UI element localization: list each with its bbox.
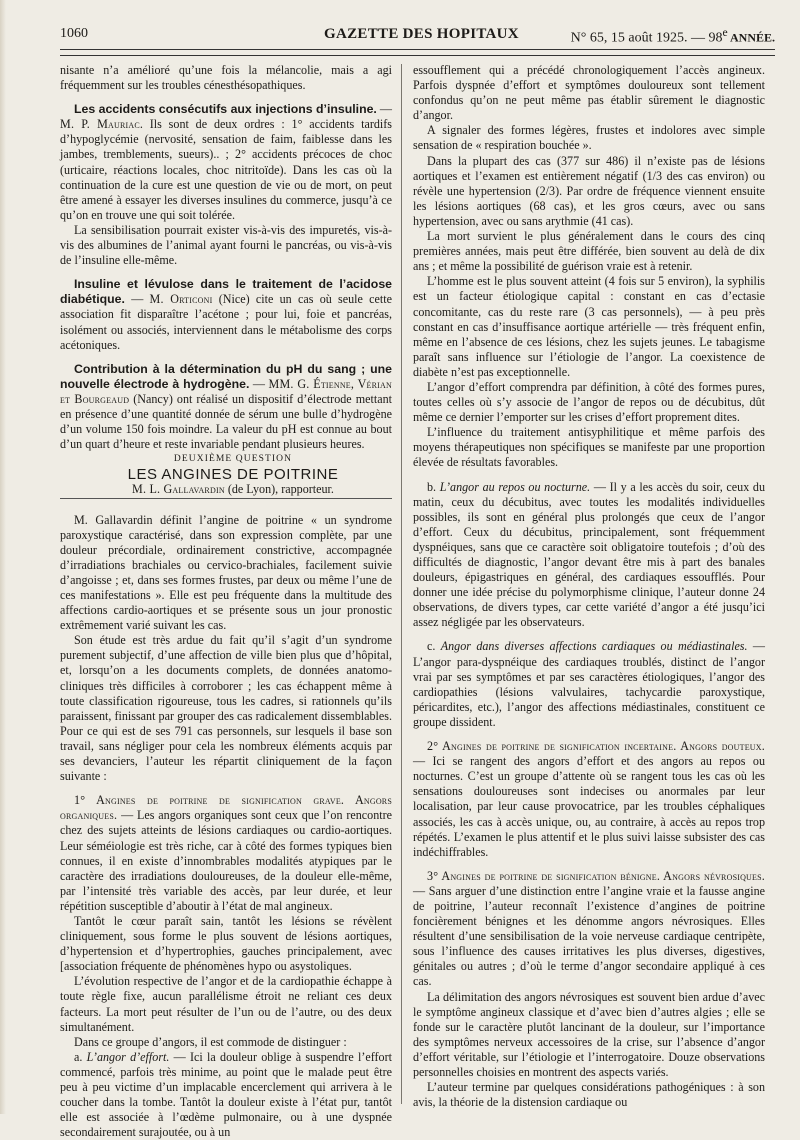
- text-angor-effort: — Ici la douleur oblige à suspendre l’effort commencé, parfois très minime, au point que le malade peut être peu à peu victime d’un implacable encerclement qui arrivera à le coucher dans la tombe. Tantôt la douleur existe à l’état pur, tantôt elle est associée à l’œdème pulmonaire, ou à une dyspnée secondairement surajoutée, ou à un: [60, 1049, 392, 1140]
- paragraph-delimitation: La délimitation des angors névrosiques est souvent bien ardue d’avec le symptôme angineux classique et d’avec bien d’autres algies ; elle se fonde sur le caractère plutôt lancinant de la douleur, sur l’importance des symptômes nerveux accessoires de la crise, sur l’absence d’angor d’effort véritable, sur l’étiologie et l’interrogatoire. Douze observations personnelles choisies en montrent des aspects variés.: [413, 989, 765, 1079]
- running-head: [60, 26, 775, 48]
- heading-incertaine: 2° Angines de poitrine de signification incertaine. Angors douteux.: [427, 739, 765, 754]
- paragraph-angor-effort-def: L’angor d’effort comprendra par définition, à côté des formes pures, toutes celles où s’y associe de l’angor de repos ou de décubitus, dût même ce dernier l’emporter sur les crises d’effort proprement dites.: [413, 379, 765, 425]
- author-mauriac: M. P. Mauriac: [60, 117, 140, 132]
- paragraph-plupart: Dans la plupart des cas (377 sur 486) il n’existe pas de lésions aortiques et l’examen est entièrement négatif (1/3 des cas environ) ou révèle une hypertension (2/3). Par ordre de fréquence viennent ensuite les lésions aortiques (68 cas), et les gros cœurs, avec ou sans hypertension, avec ou sans arythmie (41 cas).: [413, 153, 765, 228]
- text-grave: Les angors organiques sont ceux que l’on rencontre chez des sujets atteints de lésions cardiaques ou cardio-aortiques. Leur séméiologie est très riche, car à côté des formes typiques bien connues, il en existe d’innombrables modalités atypiques par le caractère des irradiations douloureuses, de la douleur elle-même, par l’intensité très variable des accès, par leur durée, et leur répétition susceptible d’aboutir à l’état de mal angineux.: [60, 808, 392, 913]
- text-incertaine: — Ici se rangent des angors d’effort et des angors au repos ou nocturnes. C’est un groupe d’attente où se rangent tous les cas où les sensations douloureuses sont indecises ou anormales par leur localisation, par leur cause provocatrice, par les troubles céphaliques associés, les cas à accès unique, ou, au contraire, à accès au repos trop répétés. L’examen le plus attentif et le plus suivi laisse subsister des cas indéchiffrables.: [413, 754, 765, 859]
- journal-title: GAZETTE DES HOPITAUX: [324, 26, 519, 42]
- paragraph-termine: L’auteur termine par quelques considérations pathogéniques : à son avis, la théorie de la distension cardiaque ou: [413, 1080, 765, 1110]
- right-column: [413, 63, 765, 1110]
- issue-sup: e: [722, 26, 728, 39]
- heading-benigne: 3° Angines de poitrine de signification bénigne. Angors névrosiques.: [427, 868, 765, 883]
- section-title: LES ANGINES DE POITRINE: [127, 466, 339, 484]
- authors-etienne: MM. G. Étienne, Vérian et Bourgeaud: [60, 376, 392, 406]
- text-angor-repos: — Il y a les accès du soir, ceux du matin, ceux du décubitus, avec toutes les modalités individuelles possibles, ils sont en général plus prolongés que ceux de l’angor d’effort. Ceux du décubitus, principalement, sont fréquemment dyspnéiques, sans que ce caractère soit obligatoire toutefois ; d’où des difficultés de diagnostic, l’angor devant être mis à part des banales douleurs, épigastriques en général, des cardiaques essoufflés. Pour donner une idée précise du polymorphisme clinique, l’auteur donne 24 observations, de divers types, car cette variété d’angor a été jusqu’ici assez négligée par les observateurs.: [413, 479, 765, 630]
- paragraph-etude: Son étude est très ardue du fait qu’il s’agit d’un syndrome purement subjectif, d’une affection de ville bien plus que d’hôpital, et, lorsqu’on a les documents complets, de données anatomo-cliniques très difficiles à corroborer ; les cas échappent même à toute classification rigoureuse, tous les cadres, si rationnels qu’ils paraissent, finissant par grouper des cas radicalement dissemblables. Pour ce qui est de ses 791 cas personnels, sur lesquels il base son travail, sans négliger pour cela les nombreux éléments acquis par ses devanciers, l’auteur les répartit cliniquement de la façon suivante :: [60, 633, 392, 784]
- label-a: a.: [74, 1049, 87, 1064]
- rapporteur-rest: (de Lyon), rapporteur.: [224, 482, 334, 497]
- scan-edge-shadow: [0, 0, 6, 1114]
- paragraph-angors-douteux: [413, 739, 765, 860]
- paragraph-gallavardin: M. Gallavardin définit l’angine de poitrine « un syndrome paroxystique caractérisé, dans son expression complète, par une douleur précordiale, ordinairement constrictive, accompagnée d’irradiations brachiales ou cervico-brachiales, facilement suivie d’angoisse ; et, dans ses formes frustes, par deux ou même l’une de ces manifestations ». Elle est peu fréquente dans la multitude des affections cardio-aortiques et se présente sous un jour pronostic extrêmement varié suivant les cas.: [60, 512, 392, 633]
- text-accidents: . Ils sont de deux ordres : 1° accidents tardifs d’hypoglycémie (nervosité, sensation de faim, faiblesse dans les jambes, tremblements, sueurs).. ; 2° accidents précoces de choc (urticaire, réactions locales, choc nitritoïde). Dans les cas où la continuation de la cure est une question de vie ou de mort, on peut être amené à essayer les diverses insulines du commerce, jusqu’à ce qu’on en trouve une qui soit tolérée.: [60, 117, 392, 222]
- paragraph-mort: La mort survient le plus généralement dans le cours des cinq premières années, mais peut être différée, bien souvent au delà de dix ans ; et même la possibilité de guérison vraie est à retenir.: [413, 229, 765, 274]
- heading-accidents: Les accidents consécutifs aux injections d’insuline.: [74, 102, 377, 117]
- paragraph-intro: nisante n’a amélioré qu’une fois la mélancolie, mais a agi fréquemment sur les troubles cénesthésopathiques.: [60, 63, 392, 93]
- paragraph-angors-organiques: 1° Angines de poitrine de signification grave. Angors organiques. — Les angors organiques sont ceux que l’on rencontre chez des sujets atteints de lésions cardiaques ou cardio-aortiques. Leur séméiologie est très riche, car à côté des formes typiques bien connues, il en existe d’innombrables modalités atypiques par le caractère des irradiations douloureuses, de la douleur elle-même, par l’intensité très variable des accès, par leur durée, et leur répétition susceptible d’aboutir à l’état de mal angineux.: [60, 793, 392, 913]
- rapporteur-line: [60, 482, 392, 497]
- text-ph: (Nancy) ont réalisé un dispositif d’électrode mettant en présence d’une quantité donnée de sérum une bulle d’hydrogène d’un volume 150 fois moindre. La valeur du pH est connue au bout d’un quart d’heure et reste invariable pendant plusieurs heures.: [60, 391, 392, 452]
- paragraph-homme: L’homme est le plus souvent atteint (4 fois sur 5 environ), la syphilis est un facteur étiologique capital : constant en cas d’ectasie concomitante, cas du reste rare (3 cas personnels), — à peu près constant en cas d’insuffisance aortique artérielle — très fréquent enfin, même en l’absence de ces lésions, chez les sujets jeunes. Le tabagisme paraît sans influence sur l’étiologie de l’angor. La coexistence de diabète n’est pas exceptionnelle.: [413, 274, 765, 379]
- issue-suffix: ANNÉE.: [727, 30, 775, 45]
- title-angor-diverses: Angor dans diverses affections cardiaques ou médiastinales.: [440, 639, 748, 654]
- title-angor-effort: L’angor d’effort.: [86, 1049, 170, 1064]
- rapporteur-name: M. L. Gallavardin: [132, 482, 225, 497]
- header-rule-thick: [60, 55, 775, 56]
- page-number: 1060: [60, 26, 88, 41]
- header-rule-thin: [60, 49, 775, 50]
- paragraph-evolution: L’évolution respective de l’angor et de la cardiopathie échappe à toute règle fixe, aucun parallélisme étroit ne reliant ces deux facteurs. La mort peut résulter de l’un ou de l’autre, ou des deux simultanément.: [60, 974, 392, 1034]
- paragraph-angor-diverses: [413, 639, 765, 730]
- author-orticoni: M. Orticoni: [149, 292, 213, 307]
- paragraph-angors-nevrosiques: [413, 869, 765, 990]
- column-divider: [401, 64, 402, 1104]
- question-label: DEUXIÈME QUESTION: [173, 454, 293, 465]
- paragraph-signaler: A signaler des formes légères, frustes et indolores avec simple sensation de « respiration bouchée ».: [413, 123, 765, 153]
- paragraph-tantot: Tantôt le cœur paraît sain, tantôt les lésions se révèlent cliniquement, sous forme le plus souvent de lésions aortiques, d’hypertension et d’hypertrophies, gauches principalement, avec [association fréquente de phénomènes hypo ou asystoliques.: [60, 913, 392, 974]
- heading-grave: 1° Angines de poitrine de signification grave. Angors organiques.: [60, 793, 392, 823]
- title-angor-repos: L’angor au repos ou nocturne.: [439, 479, 591, 494]
- issue-main: N° 65, 15 août 1925. — 98: [570, 30, 723, 46]
- text-angor-diverses: — L’angor para-dyspnéique des cardiaques troublés, distinct de l’angor vrai par ses symptômes et par ses caractères étiologiques, l’angor des cardiopathies (lésions valvulaires, tachycardie paroxystique, péricardites, etc.), l’angor des affections médiastinales, constituent ce groupe dissident.: [413, 639, 765, 729]
- paragraph-influence: L’influence du traitement antisyphilitique et même parfois des moyens thérapeutiques non spécifiques se manifeste par une proportion élevée de résultats favorables.: [413, 425, 765, 470]
- label-c: c.: [427, 639, 441, 654]
- text-insuline: (Nice) cite un cas où seule cette association fit disparaître l’acétone ; pour lui, foie et pancréas, isolément ou associés, interviennent dans le métabolisme des corps acétoniques.: [60, 292, 392, 352]
- text-benigne: — Sans arguer d’une distinction entre l’angine vraie et la fausse angine de poitrine, l’auteur reconnaît l’existence d’angines de poitrine foncièrement bénignes et les dénomme angors névrosiques. Elles résultent d’une sensibilisation de la voie nerveuse cardiaque centripète, sous l’influence des causes irritatives les plus diverses, digestives, génitales ou autres ; d’où le terme d’angor secondaire appliqué à ces cas.: [413, 883, 765, 989]
- paragraph-sensibilisation: La sensibilisation pourrait exister vis-à-vis des impuretés, vis-à-vis des albumines de l’animal ayant fourni le pancréas, ou vis-à-vis de l’insuline elle-même.: [60, 222, 392, 268]
- label-b: b.: [427, 479, 440, 494]
- paragraph-continuation: essoufflement qui a précédé chronologiquement l’accès angineux. Parfois dyspnée d’effort et symptômes douloureux sont tellement confondus qu’on ne peut même pas établir sûrement le diagnostic d’angor.: [413, 63, 765, 123]
- heading-insuline: Insuline et lévulose dans le traitement de l’acidose diabétique.: [60, 277, 392, 307]
- issue-info: [571, 26, 775, 47]
- paragraph-angor-repos: [413, 480, 765, 631]
- paragraph-groupe: Dans ce groupe d’angors, il est commode de distinguer :: [74, 1034, 347, 1049]
- paragraph-insuline: Insuline et lévulose dans le traitement de l’acidose diabétique. — M. Orticoni (Nice) cite un cas où seule cette association fit disparaître l’acétone ; pour lui, foie et pancréas, isolément ou associés, interviennent dans le métabolisme des corps acétoniques.: [60, 277, 392, 352]
- paragraph-ph: Contribution à la détermination du pH du sang ; une nouvelle électrode à hydrogène. — MM. G. Étienne, Vérian et Bourgeaud (Nancy) ont réalisé un dispositif d’électrode mettant en présence d’une quantité donnée de sérum une bulle d’hydrogène d’un volume 150 fois moindre. La valeur du pH est connue au bout d’un quart d’heure et reste invariable pendant plusieurs heures.: [60, 361, 392, 452]
- paragraph-accidents: Les accidents consécutifs aux injections d’insuline. — M. P. Mauriac. Ils sont de deux ordres : 1° accidents tardifs d’hypoglycémie (nervosité, sensation de faim, faiblesse dans les jambes, tremblements, sueurs).. ; 2° accidents précoces de choc (urticaire, réactions locales, choc nitritoïde). Dans les cas où la continuation de la cure est une question de vie ou de mort, on peut être amené à essayer les diverses insulines du commerce, jusqu’à ce qu’on en trouve une qui soit tolérée.: [60, 102, 392, 222]
- section-rule: [60, 498, 392, 499]
- paragraph-angor-effort: [60, 1050, 392, 1140]
- heading-ph: Contribution à la détermination du pH du sang ; une nouvelle électrode à hydrogène.: [60, 361, 392, 391]
- left-column: [60, 63, 392, 1140]
